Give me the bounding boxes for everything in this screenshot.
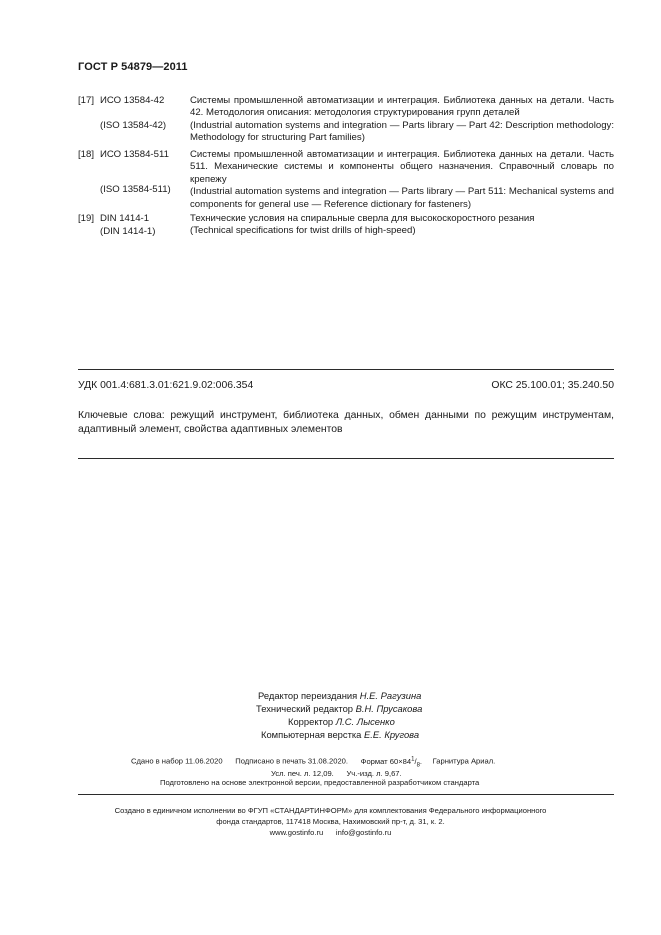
reference-title	[190, 213, 614, 238]
reference-title-en: (Industrial automation systems and integration — Parts library — Part 511: Mechanical systems and components for general use — Reference dictionary for fasteners)	[190, 186, 614, 210]
credit-role: Корректор	[288, 716, 334, 727]
imprint-signed: Подписано в печать 31.08.2020.	[235, 756, 348, 766]
imprint-print-sheets: Усл. печ. л. 12,09.	[271, 769, 334, 778]
reference-title	[190, 95, 614, 145]
reference-code-original: (ISO 13584-511)	[100, 184, 171, 195]
footer-email-link[interactable]: info@gostinfo.ru	[335, 828, 392, 837]
divider-top	[78, 369, 614, 370]
imprint-line-1	[131, 756, 495, 768]
standard-number: ГОСТ Р 54879—2011	[78, 61, 188, 73]
credit-name: Л.С. Лысенко	[335, 716, 395, 727]
imprint-prepared: Подготовлено на основе электронной версии, предоставленной разработчиком стандарта	[160, 778, 480, 787]
credit-name: В.Н. Прусакова	[355, 703, 423, 714]
imprint-publisher-sheets: Уч.-изд. л. 9,67.	[346, 769, 402, 778]
imprint-typeface: Гарнитура Ариал.	[432, 756, 496, 766]
reference-title-en: (Industrial automation systems and integration — Parts library — Part 42: Description methodology: Methodology for structuring Part families)	[190, 119, 614, 144]
credit-role: Компьютерная верстка	[261, 729, 362, 740]
reference-title-en: (Technical specifications for twist drills of high-speed)	[190, 225, 416, 237]
reference-title	[190, 149, 614, 211]
reference-code: ИСО 13584-511	[100, 149, 169, 160]
footer-divider	[78, 794, 614, 795]
keywords: Ключевые слова: режущий инструмент, библиотека данных, обмен данными по режущим инструментам, адаптивный элемент, свойства адаптивных элементов	[78, 410, 614, 435]
footer-website-link[interactable]: www.gostinfo.ru	[269, 828, 324, 837]
reference-code: ИСО 13584-42	[100, 95, 165, 106]
imprint-format: Формат $60\times 84^1/_8$.	[360, 756, 423, 769]
credit-name: Е.Е. Кругова	[364, 729, 420, 740]
reference-code: DIN 1414-1	[100, 213, 150, 224]
reference-title-ru: Технические условия на спиральные сверла для высокоскоростного резания	[190, 213, 535, 224]
footer-contacts	[0, 828, 661, 837]
reference-number: [19]	[78, 213, 95, 224]
credit-role: Технический редактор	[256, 703, 354, 714]
credit-layout	[261, 729, 419, 742]
credit-role: Редактор переиздания	[258, 690, 358, 701]
credit-corrector	[288, 716, 395, 729]
reference-code-original: (ISO 13584-42)	[100, 120, 167, 131]
imprint-submitted: Сдано в набор 11.06.2020	[131, 756, 223, 766]
oks-code: ОКС 25.100.01; 35.240.50	[491, 380, 614, 391]
credit-tech-editor	[256, 703, 422, 716]
credit-name: Н.Е. Рагузина	[359, 690, 422, 701]
imprint-line-2	[271, 769, 402, 778]
credit-editor	[258, 690, 421, 703]
footer-line-1: Создано в единичном исполнении во ФГУП «СТАНДАРТИНФОРМ» для комплектования Федерального информационного	[114, 806, 547, 815]
reference-number: [17]	[78, 95, 95, 106]
reference-number: [18]	[78, 149, 95, 160]
reference-title-ru: Системы промышленной автоматизации и интеграция. Библиотека данных на детали. Часть 511. Механические системы и компоненты общего назначения. Справочный словарь по крепежу	[190, 149, 614, 185]
footer-line-2: фонда стандартов, 117418 Москва, Нахимовский пр-т, д. 31, к. 2.	[216, 817, 445, 826]
reference-code-original: (DIN 1414-1)	[100, 226, 156, 237]
divider-bottom	[78, 458, 614, 459]
reference-title-ru: Системы промышленной автоматизации и интеграция. Библиотека данных на детали. Часть 42. Методология описания: методология структурирования групп деталей	[190, 95, 614, 119]
udk-code: УДК 001.4:681.3.01:621.9.02:006.354	[78, 380, 254, 391]
